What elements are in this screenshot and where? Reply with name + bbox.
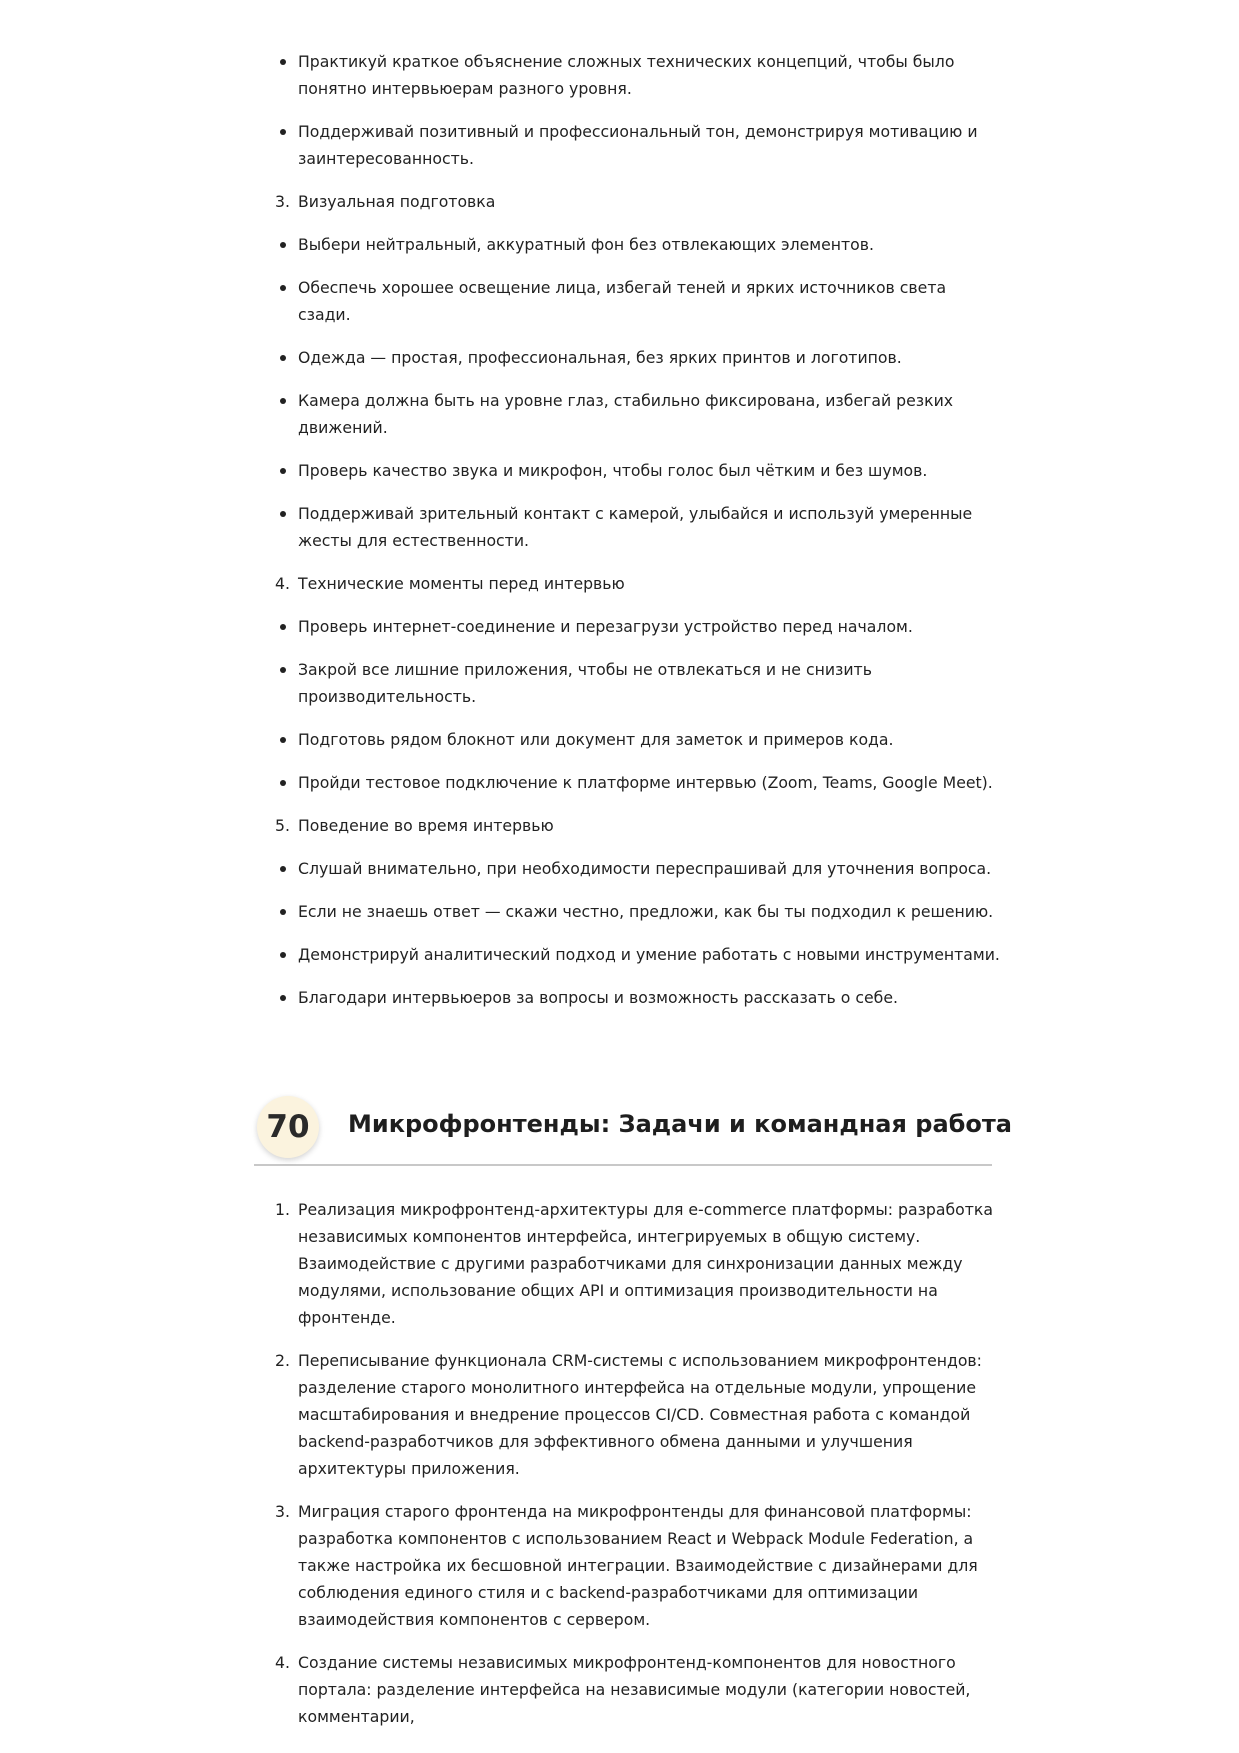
list-number: 2. bbox=[275, 1351, 290, 1370]
numbered-heading bbox=[254, 812, 1000, 839]
numbered-heading bbox=[254, 188, 1000, 215]
section-number-badge: 70 bbox=[257, 1096, 319, 1158]
list-number: 5. bbox=[275, 816, 290, 835]
list-number: 1. bbox=[275, 1200, 290, 1219]
list-item bbox=[254, 1498, 1000, 1633]
list-item bbox=[254, 1649, 1000, 1730]
list-item: Слушай внимательно, при необходимости переспрашивай для уточнения вопроса. bbox=[254, 855, 1000, 882]
checklist bbox=[254, 48, 1000, 1027]
numbered-heading-text: Технические моменты перед интервью bbox=[298, 574, 625, 593]
list-item bbox=[254, 1196, 1000, 1331]
list-number: 4. bbox=[275, 574, 290, 593]
task-list bbox=[254, 1196, 1000, 1746]
list-item: Практикуй краткое объяснение сложных технических концепций, чтобы было понятно интервьюерам разного уровня. bbox=[254, 48, 1000, 102]
list-item-text: Миграция старого фронтенда на микрофронтенды для финансовой платформы: разработка компонентов с использованием React и Webpack Module Federation, а также настройка их бесшовной интеграции. Взаимодействие с дизайнерами для соблюдения единого стиля и с backend-разработчиками для оптимизации взаимодействия компонентов с сервером. bbox=[298, 1502, 978, 1629]
list-item: Демонстрируй аналитический подход и умение работать с новыми инструментами. bbox=[254, 941, 1000, 968]
list-item-text: Создание системы независимых микрофронтенд-компонентов для новостного портала: разделение интерфейса на независимые модули (категории новостей, комментарии, bbox=[298, 1653, 971, 1726]
list-item: Поддерживай зрительный контакт с камерой, улыбайся и используй умеренные жесты для естественности. bbox=[254, 500, 1000, 554]
list-item: Поддерживай позитивный и профессиональный тон, демонстрируя мотивацию и заинтересованность. bbox=[254, 118, 1000, 172]
list-number: 3. bbox=[275, 1502, 290, 1521]
list-item: Проверь качество звука и микрофон, чтобы голос был чётким и без шумов. bbox=[254, 457, 1000, 484]
section-header bbox=[254, 1090, 1012, 1166]
list-item: Подготовь рядом блокнот или документ для заметок и примеров кода. bbox=[254, 726, 1000, 753]
list-item: Благодари интервьюеров за вопросы и возможность рассказать о себе. bbox=[254, 984, 1000, 1011]
list-number: 3. bbox=[275, 192, 290, 211]
list-item-text: Реализация микрофронтенд-архитектуры для e-commerce платформы: разработка независимых компонентов интерфейса, интегрируемых в общую систему. Взаимодействие с другими разработчиками для синхронизации данных между модулями, использование общих API и оптимизация производительности на фронтенде. bbox=[298, 1200, 993, 1327]
numbered-heading bbox=[254, 570, 1000, 597]
numbered-heading-text: Поведение во время интервью bbox=[298, 816, 554, 835]
list-item: Выбери нейтральный, аккуратный фон без отвлекающих элементов. bbox=[254, 231, 1000, 258]
list-item: Проверь интернет-соединение и перезагрузи устройство перед началом. bbox=[254, 613, 1000, 640]
numbered-heading-text: Визуальная подготовка bbox=[298, 192, 496, 211]
section-title: Микрофронтенды: Задачи и командная работа bbox=[348, 1110, 1012, 1138]
list-item: Камера должна быть на уровне глаз, стабильно фиксирована, избегай резких движений. bbox=[254, 387, 1000, 441]
list-item: Одежда — простая, профессиональная, без ярких принтов и логотипов. bbox=[254, 344, 1000, 371]
list-item: Если не знаешь ответ — скажи честно, предложи, как бы ты подходил к решению. bbox=[254, 898, 1000, 925]
list-item-text: Переписывание функционала CRM-системы с использованием микрофронтендов: разделение старого монолитного интерфейса на отдельные модули, упрощение масштабирования и внедрение процессов CI/CD. Совместная работа с командой backend-разработчиков для эффективного обмена данными и улучшения архитектуры приложения. bbox=[298, 1351, 982, 1478]
list-item: Обеспечь хорошее освещение лица, избегай теней и ярких источников света сзади. bbox=[254, 274, 1000, 328]
list-item: Пройди тестовое подключение к платформе интервью (Zoom, Teams, Google Meet). bbox=[254, 769, 1000, 796]
list-item: Закрой все лишние приложения, чтобы не отвлекаться и не снизить производительность. bbox=[254, 656, 1000, 710]
list-item bbox=[254, 1347, 1000, 1482]
list-number: 4. bbox=[275, 1653, 290, 1672]
